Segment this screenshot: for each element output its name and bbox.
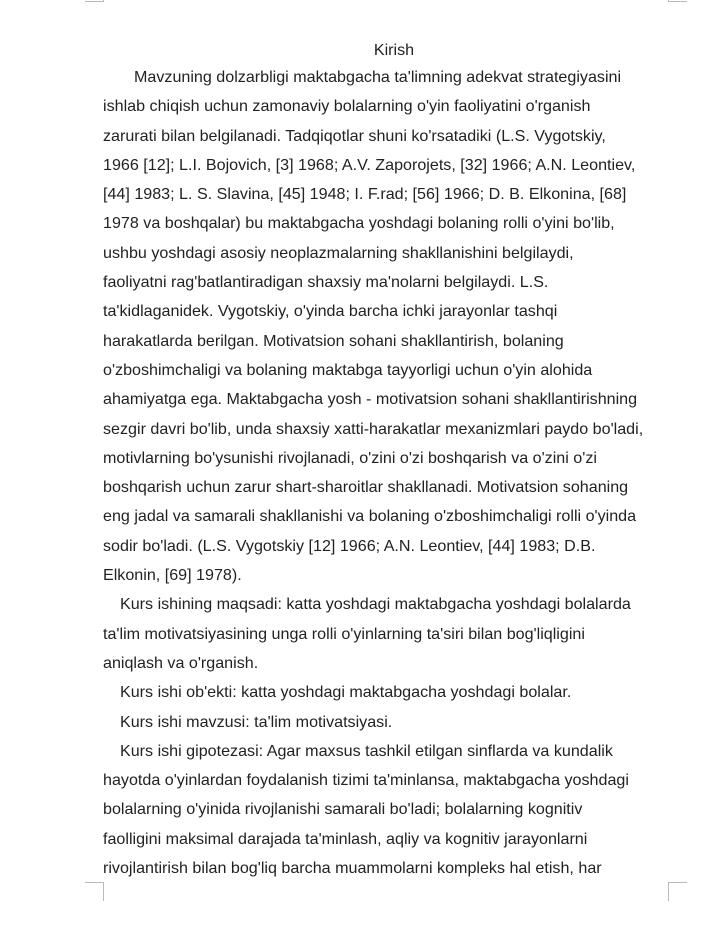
text-line: ta'kidlaganidek. Vygotskiy, o'yinda barcha ichki jarayonlar tashqi	[103, 302, 558, 321]
text-line: boshqarish uchun zarur shart-sharoitlar shakllanadi. Motivatsion sohaning	[103, 478, 629, 497]
text-line: aniqlash va o'rganish.	[103, 653, 259, 672]
text-line: Kurs ishi ob'ekti: katta yoshdagi maktabgacha yoshdagi bolalar.	[120, 683, 572, 702]
text-line: faoliyatni rag'batlantiradigan shaxsiy ma'nolarni belgilaydi. L.S.	[103, 273, 549, 292]
text-line: sodir bo'ladi. (L.S. Vygotskiy [12] 1966; A.N. Leontiev, [44] 1983; D.B.	[103, 536, 596, 555]
text-line: motivlarning bo'ysunishi rivojlanadi, o'zini o'zi boshqarish va o'zini o'zi	[103, 448, 597, 467]
text-line: ishlab chiqish uchun zamonaviy bolalarning o'yin faoliyatini o'rganish	[103, 97, 591, 116]
crop-mark-top-left	[85, 0, 104, 2]
document-body	[103, 37, 673, 883]
text-line: Kurs ishining maqsadi: katta yoshdagi maktabgacha yoshdagi bolalarda	[120, 595, 631, 614]
crop-mark-top-right	[668, 0, 687, 2]
text-line: Elkonin, [69] 1978).	[103, 566, 242, 585]
text-line: rivojlantirish bilan bog'liq barcha muammolarni kompleks hal etish, har	[103, 859, 602, 878]
text-line: [44] 1983; L. S. Slavina, [45] 1948; I. F.rad; [56] 1966; D. B. Elkonina, [68]	[103, 185, 627, 204]
document-title: Kirish	[373, 41, 415, 59]
text-line: Mavzuning dolzarbligi maktabgacha ta'limning adekvat strategiyasini	[134, 68, 622, 86]
text-line: ushbu yoshdagi asosiy neoplazmalarning shakllanishini belgilaydi,	[103, 243, 574, 262]
crop-mark-bottom-right	[668, 882, 687, 901]
text-line: sezgir davri bo'lib, unda shaxsiy xatti-harakatlar mexanizmlari paydo bo'ladi,	[103, 419, 644, 438]
text-line: Kurs ishi mavzusi: ta'lim motivatsiyasi.	[120, 712, 393, 731]
text-line: zarurati bilan belgilanadi. Tadqiqotlar shuni ko'rsatadiki (L.S. Vygotskiy,	[103, 126, 606, 145]
text-line: ta'lim motivatsiyasining unga rolli o'yinlarning ta'siri bilan bog'liqligini	[103, 624, 585, 643]
text-line: faolligini maksimal darajada ta'minlash, aqliy va kognitiv jarayonlarni	[103, 829, 588, 848]
text-line: harakatlarda berilgan. Motivatsion sohani shakllantirish, bolaning	[103, 331, 564, 350]
text-line: 1966 [12]; L.I. Bojovich, [3] 1968; A.V. Zaporojets, [32] 1966; A.N. Leontiev,	[103, 155, 636, 174]
text-line: Kurs ishi gipotezasi: Agar maxsus tashkil etilgan sinflarda va kundalik	[120, 741, 613, 760]
text-line: ahamiyatga ega. Maktabgacha yosh - motivatsion sohani shakllantirishning	[103, 390, 638, 409]
text-line: 1978 va boshqalar) bu maktabgacha yoshdagi bolaning rolli o'yini bo'lib,	[103, 214, 615, 233]
text-line: o'zboshimchaligi va bolaning maktabga tayyorligi uchun o'yin alohida	[103, 360, 593, 379]
text-line: hayotda o'yinlardan foydalanish tizimi ta'minlansa, maktabgacha yoshdagi	[103, 771, 629, 790]
text-line: eng jadal va samarali shakllanishi va bolaning o'zboshimchaligi rolli o'yinda	[103, 507, 637, 526]
text-line: bolalarning o'yinida rivojlanishi samarali bo'ladi; bolalarning kognitiv	[103, 800, 583, 819]
crop-mark-bottom-left	[85, 882, 104, 901]
